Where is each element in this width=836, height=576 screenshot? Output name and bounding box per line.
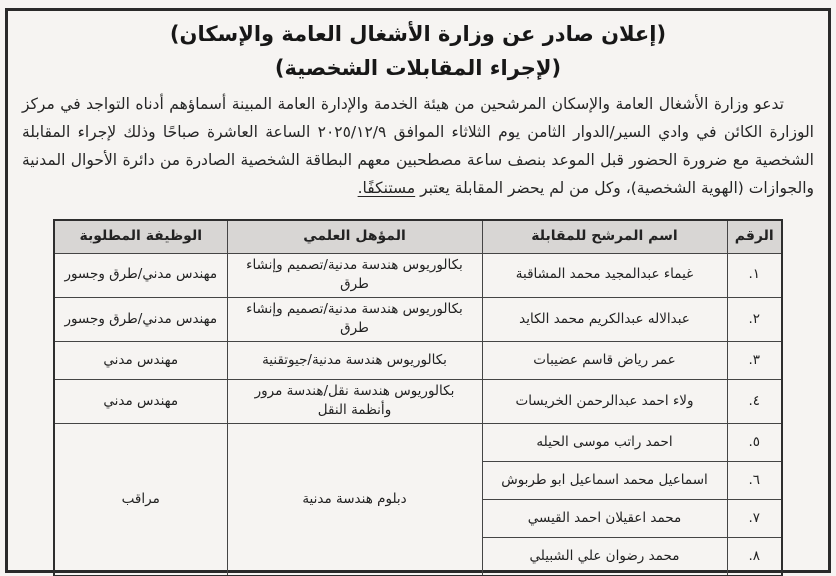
table-header-row [54,220,782,254]
table-row [54,379,782,423]
cell-required-job-merged: مراقب [54,423,227,576]
title-line-1: (إعلان صادر عن وزارة الأشغال العامة والإسكان) [169,22,667,46]
cell-candidate-name: احمد راتب موسى الحيله [482,423,727,461]
cell-number: ٦. [727,461,782,499]
cell-candidate-name: ولاء احمد عبدالرحمن الخريسات [482,379,727,423]
cell-qualification: بكالوريوس هندسة مدنية/جيوتقنية [227,341,482,379]
header-number: الرقم [727,220,782,254]
underlined-word: مستنكفًا. [357,178,416,197]
candidates-table [53,219,783,576]
cell-required-job: مهندس مدني/طرق وجسور [54,297,227,341]
cell-candidate-name: عبدالاله عبدالكريم محمد الكايد [482,297,727,341]
cell-candidate-name: محمد رضوان علي الشبيلي [482,537,727,576]
cell-candidate-name: اسماعيل محمد اسماعيل ابو طربوش [482,461,727,499]
cell-required-job: مهندس مدني [54,341,227,379]
announcement-body-paragraph [22,91,814,203]
cell-candidate-name: غيماء عبدالمجيد محمد المشاقبة [482,253,727,297]
cell-number: ٧. [727,499,782,537]
table-row [54,423,782,461]
cell-number: ٤. [727,379,782,423]
cell-required-job: مهندس مدني/طرق وجسور [54,253,227,297]
header-qualification: المؤهل العلمي [227,220,482,254]
cell-qualification: بكالوريوس هندسة نقل/هندسة مرور وأنظمة النقل [227,379,482,423]
header-required-job: الوظيفة المطلوبة [54,220,227,254]
cell-number: ٨. [727,537,782,576]
page-border-frame [5,8,831,573]
table-row [54,253,782,297]
cell-number: ٥. [727,423,782,461]
paragraph-text: تدعو وزارة الأشغال العامة والإسكان المرشحين من هيئة الخدمة والإدارة العامة المبينة أسماؤهم أدناه التواجد في مركز الوزارة الكائن في وادي السير/الدوار الثامن يوم الثلاثاء الموافق ٢٠٢٥/١٢/٩ الساعة العاشرة صباحًا وذلك لإجراء المقابلة الشخصية مع ضرورة الحضور قبل الموعد بنصف ساعة مصطحبين معهم البطاقة الشخصية الصادرة من دائرة الأحوال المدنية والجوازات (الهوية الشخصية)، وكل من لم يحضر المقابلة يعتبر [22,95,814,197]
cell-qualification-merged: دبلوم هندسة مدنية [227,423,482,576]
header-candidate-name: اسم المرشح للمقابلة [482,220,727,254]
cell-qualification: بكالوريوس هندسة مدنية/تصميم وإنشاء طرق [227,297,482,341]
cell-required-job: مهندس مدني [54,379,227,423]
cell-number: ٣. [727,341,782,379]
cell-candidate-name: محمد اعقيلان احمد القيسي [482,499,727,537]
table-row [54,297,782,341]
table-row [54,341,782,379]
title-line-2: (لإجراء المقابلات الشخصية) [274,56,562,81]
cell-candidate-name: عمر رياض قاسم عضيبات [482,341,727,379]
cell-number: ٢. [727,297,782,341]
announcement-title [18,17,818,85]
cell-number: ١. [727,253,782,297]
cell-qualification: بكالوريوس هندسة مدنية/تصميم وإنشاء طرق [227,253,482,297]
